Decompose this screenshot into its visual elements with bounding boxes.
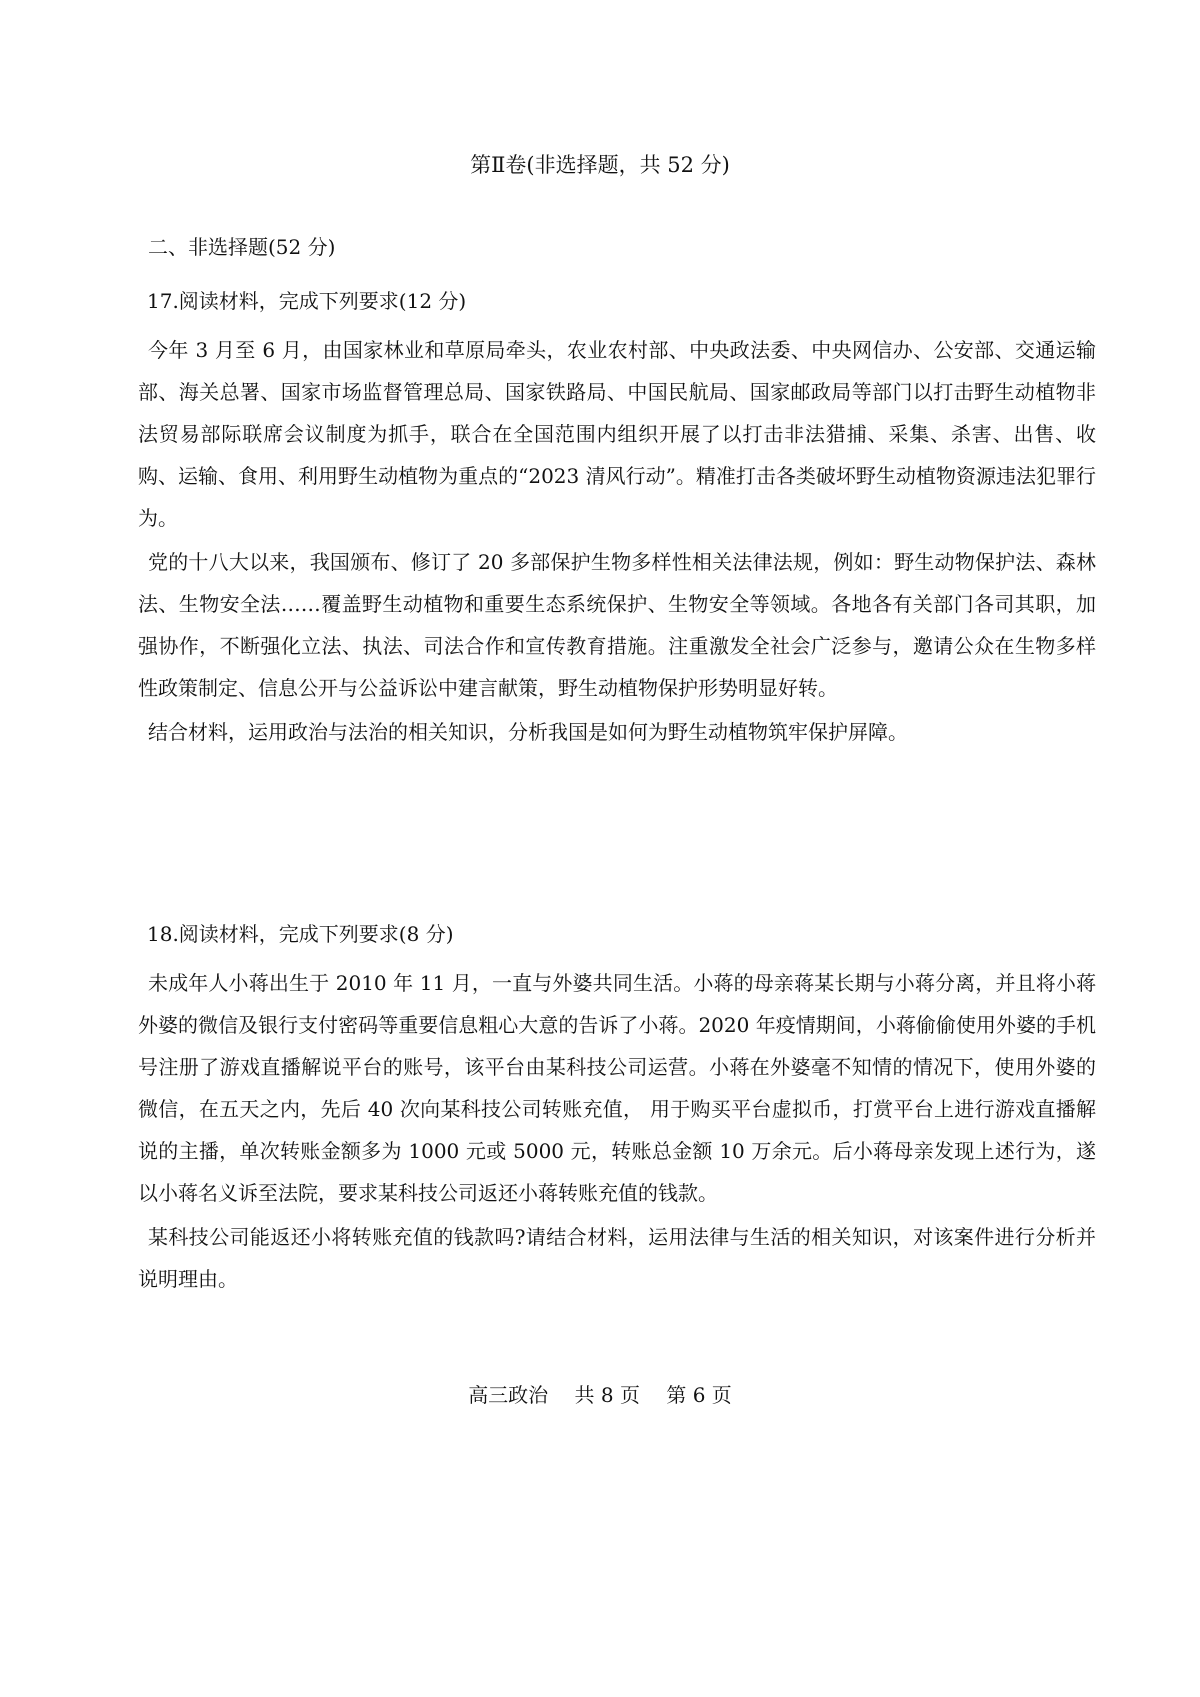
part-title: 第Ⅱ卷(非选择题，共 52 分) [470, 153, 730, 177]
question-heading: 18.阅读材料，完成下列要求(8 分) [147, 922, 454, 946]
paragraph: 今年 3 月至 6 月，由国家林业和草原局牵头，农业农村部、中央政法委、中央网信办、公安部、交通运输部、海关总署、国家市场监督管理总局、国家铁路局、中国民航局、国家邮政局等部门以打击野生动植物非法贸易部际联席会议制度为抓手，联合在全国范围内组织开展了以打击非法猎捕、采集、杀害、出售、收购、运输、食用、利用野生动植物为重点的“2023 清风行动”。精准打击各类破坏野生动植物资源违法犯罪行为。 [138, 338, 1096, 530]
question-heading: 17.阅读材料，完成下列要求(12 分) [147, 289, 467, 313]
question-prompt: 某科技公司能返还小将转账充值的钱款吗?请结合材料，运用法律与生活的相关知识，对该案件进行分析并说明理由。 [138, 1225, 1096, 1291]
question-body [138, 962, 1096, 1300]
footer-subject: 高三政治 [468, 1383, 549, 1407]
question-18 [138, 918, 1096, 1302]
section-heading: 二、非选择题(52 分) [148, 235, 336, 259]
footer-current-page: 第 6 页 [666, 1383, 732, 1407]
question-prompt: 结合材料，运用政治与法治的相关知识，分析我国是如何为野生动植物筑牢保护屏障。 [148, 720, 908, 744]
page-footer [0, 1380, 1200, 1410]
question-body [138, 329, 1096, 753]
paragraph: 党的十八大以来，我国颁布、修订了 20 多部保护生物多样性相关法律法规，例如：野生动物保护法、森林法、生物安全法……覆盖野生动植物和重要生态系统保护、生物安全等领域。各地各有关部门各司其职，加强协作，不断强化立法、执法、司法合作和宣传教育措施。注重激发全社会广泛参与，邀请公众在生物多样性政策制定、信息公开与公益诉讼中建言献策，野生动植物保护形势明显好转。 [138, 550, 1096, 700]
footer-total-pages: 共 8 页 [574, 1383, 640, 1407]
question-17 [138, 285, 1096, 755]
paragraph: 未成年人小蒋出生于 2010 年 11 月，一直与外婆共同生活。小蒋的母亲蒋某长期与小蒋分离，并且将小蒋外婆的微信及银行支付密码等重要信息粗心大意的告诉了小蒋。2020 年疫情期间，小蒋偷偷使用外婆的手机号注册了游戏直播解说平台的账号，该平台由某科技公司运营。小蒋在外婆毫不知情的情况下，使用外婆的微信，在五天之内，先后 40 次向某科技公司转账充值， 用于购买平台虚拟币，打赏平台上进行游戏直播解说的主播，单次转账金额多为 1000 元或 5000 元，转账总金额 10 万余元。后小蒋母亲发现上述行为，遂以小蒋名义诉至法院，要求某科技公司返还小蒋转账充值的钱款。 [138, 971, 1096, 1205]
